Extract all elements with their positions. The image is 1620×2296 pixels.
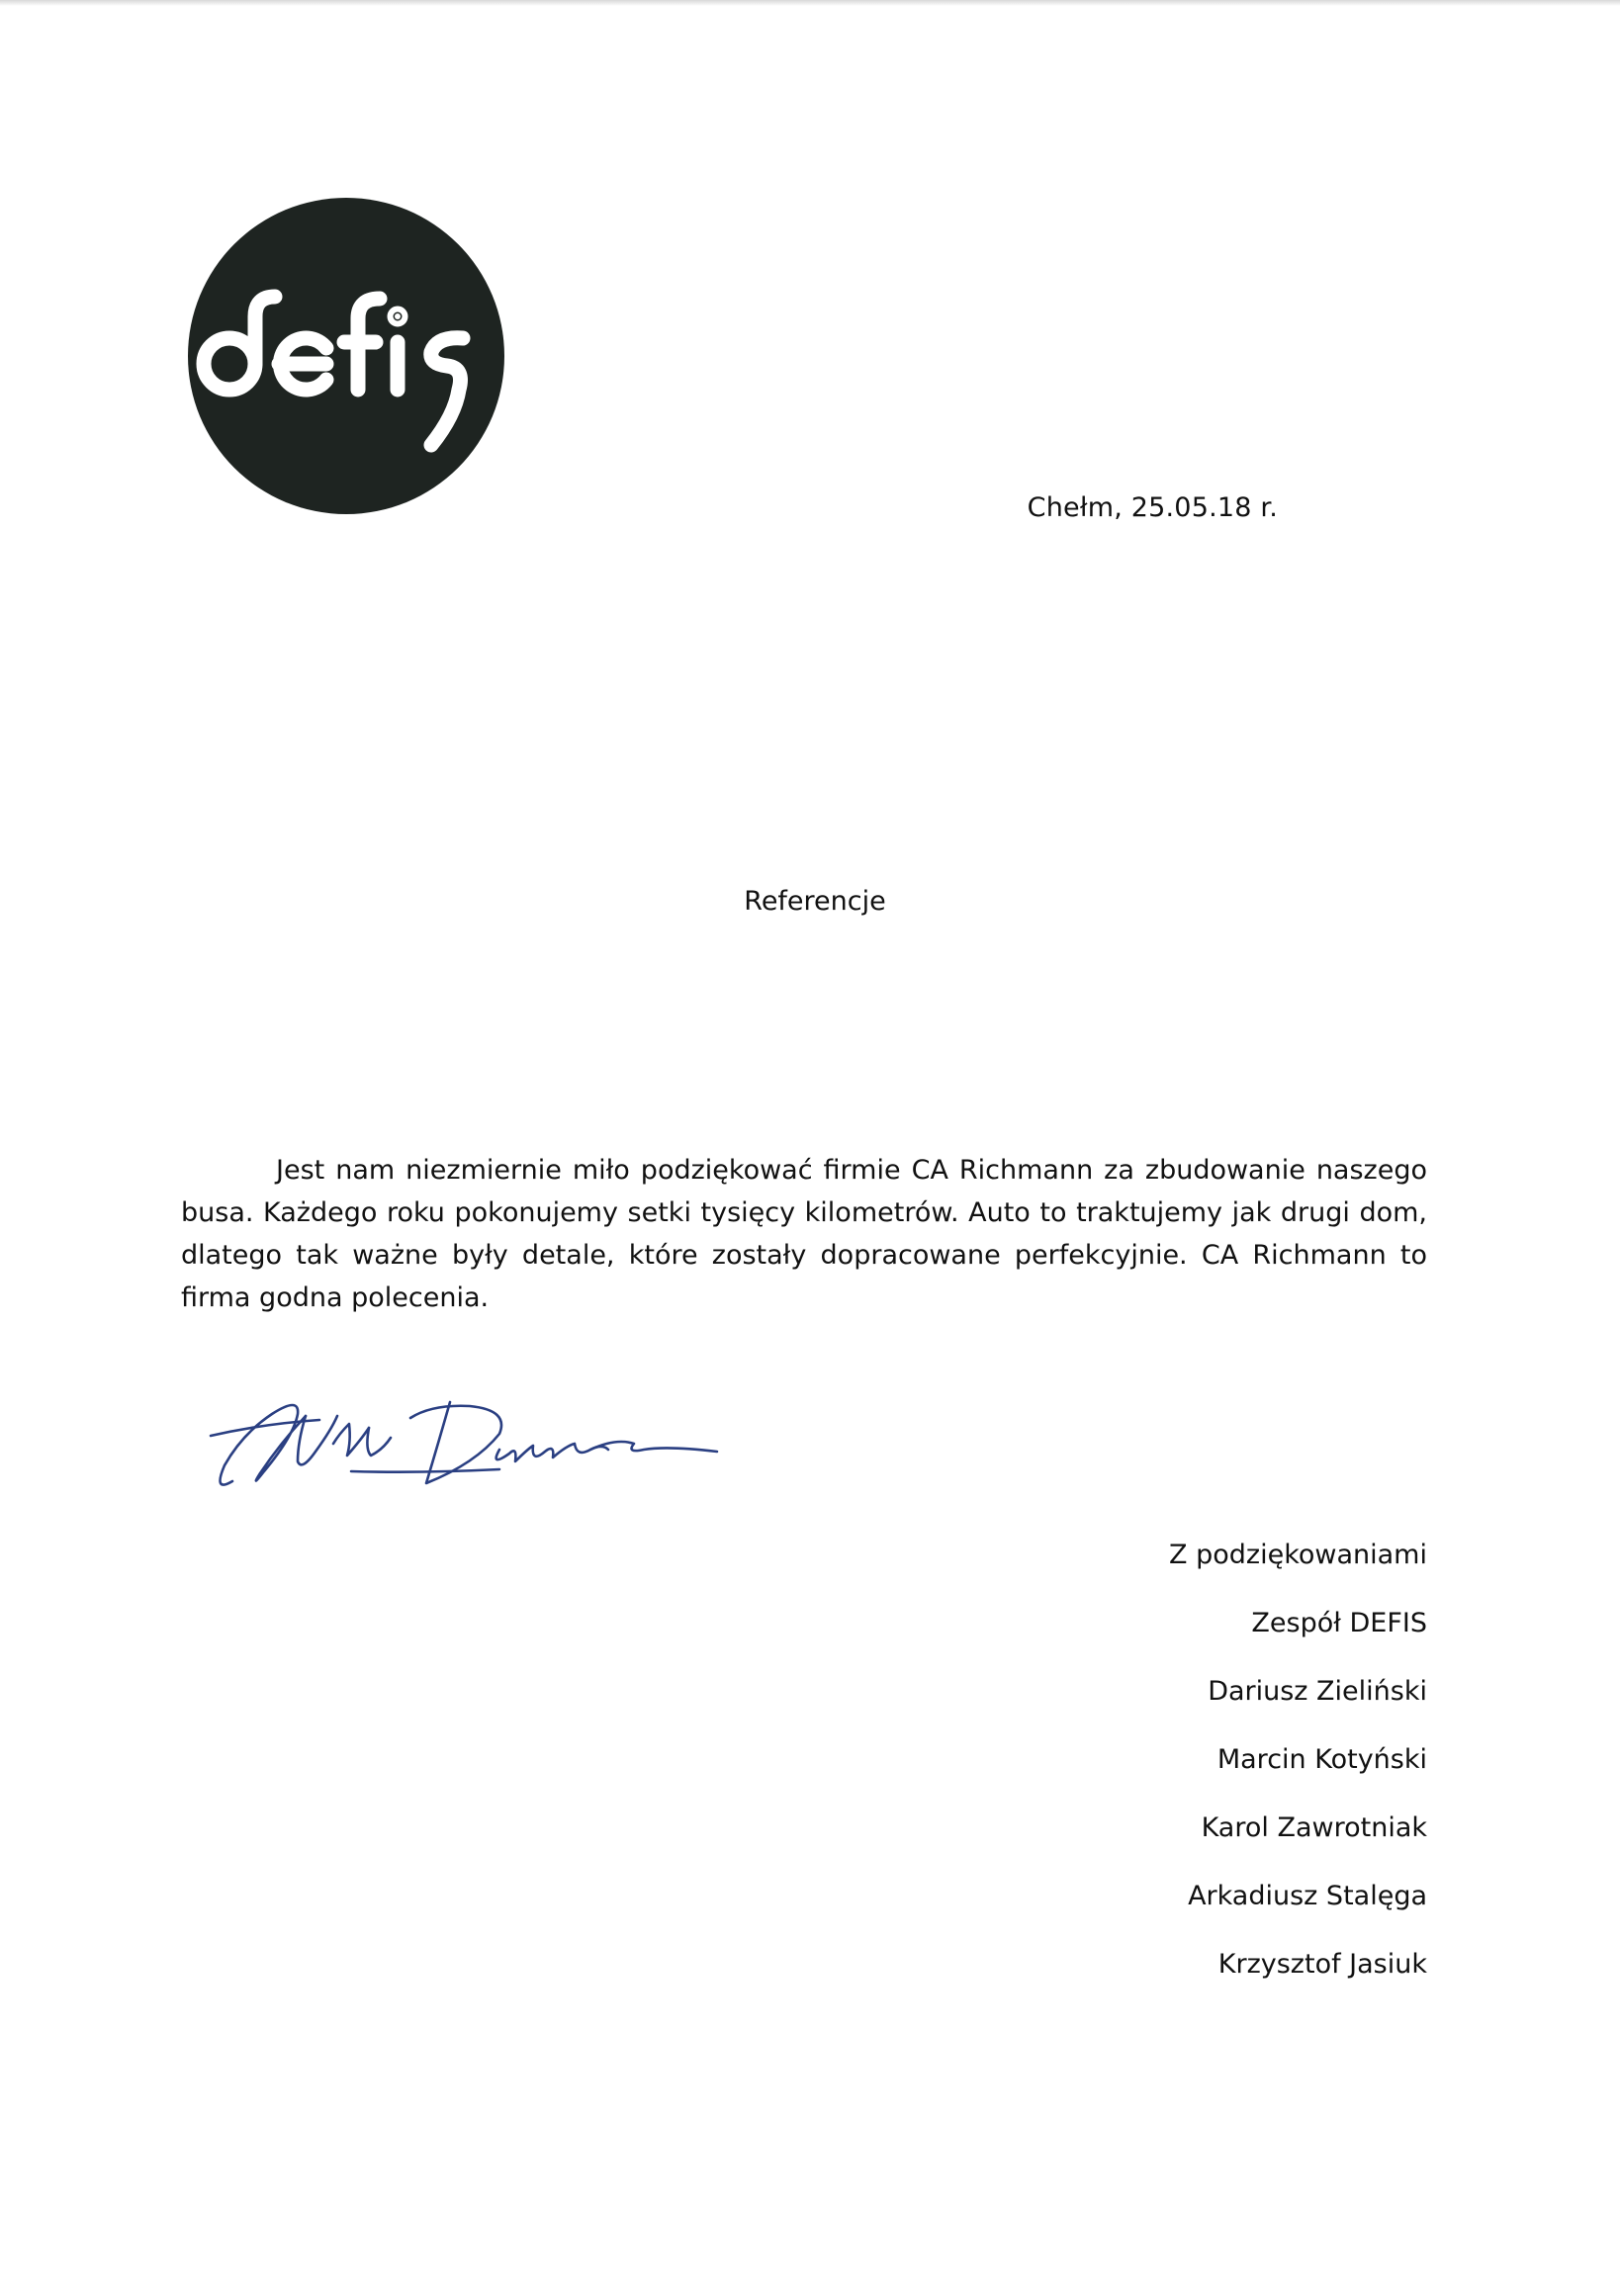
signatory-name: Karol Zawrotniak — [1201, 1812, 1427, 1843]
defis-logo — [188, 198, 504, 514]
team-name: Zespół DEFIS — [1251, 1608, 1427, 1638]
handwritten-signature — [203, 1355, 776, 1503]
letter-date: Chełm, 25.05.18 r. — [1027, 492, 1278, 523]
body-paragraph: Jest nam niezmiernie miło podziękować firmie CA Richmann za zbudowanie naszego busa. Każdego roku pokonujemy setki tysięcy kilometrów. Auto to traktujemy jak drugi dom, dlatego tak ważne były detale, które zostały dopracowane perfekcyjnie. CA Richmann to firma godna polecenia. — [181, 1155, 1427, 1313]
signatory-name: Krzysztof Jasiuk — [1217, 1949, 1427, 1980]
defis-logo-graphic — [188, 198, 504, 514]
closing-phrase: Z podziękowaniami — [1169, 1540, 1427, 1570]
signatory-name: Arkadiusz Stalęga — [1188, 1881, 1427, 1911]
scan-edge — [0, 0, 1620, 6]
signatory-name: Dariusz Zieliński — [1208, 1676, 1427, 1707]
closing-block — [834, 1541, 1427, 2018]
letter-title: Referencje — [744, 886, 886, 917]
signatory-name: Marcin Kotyński — [1216, 1744, 1427, 1775]
letter-body — [181, 1149, 1427, 1319]
signature-graphic — [203, 1355, 776, 1503]
